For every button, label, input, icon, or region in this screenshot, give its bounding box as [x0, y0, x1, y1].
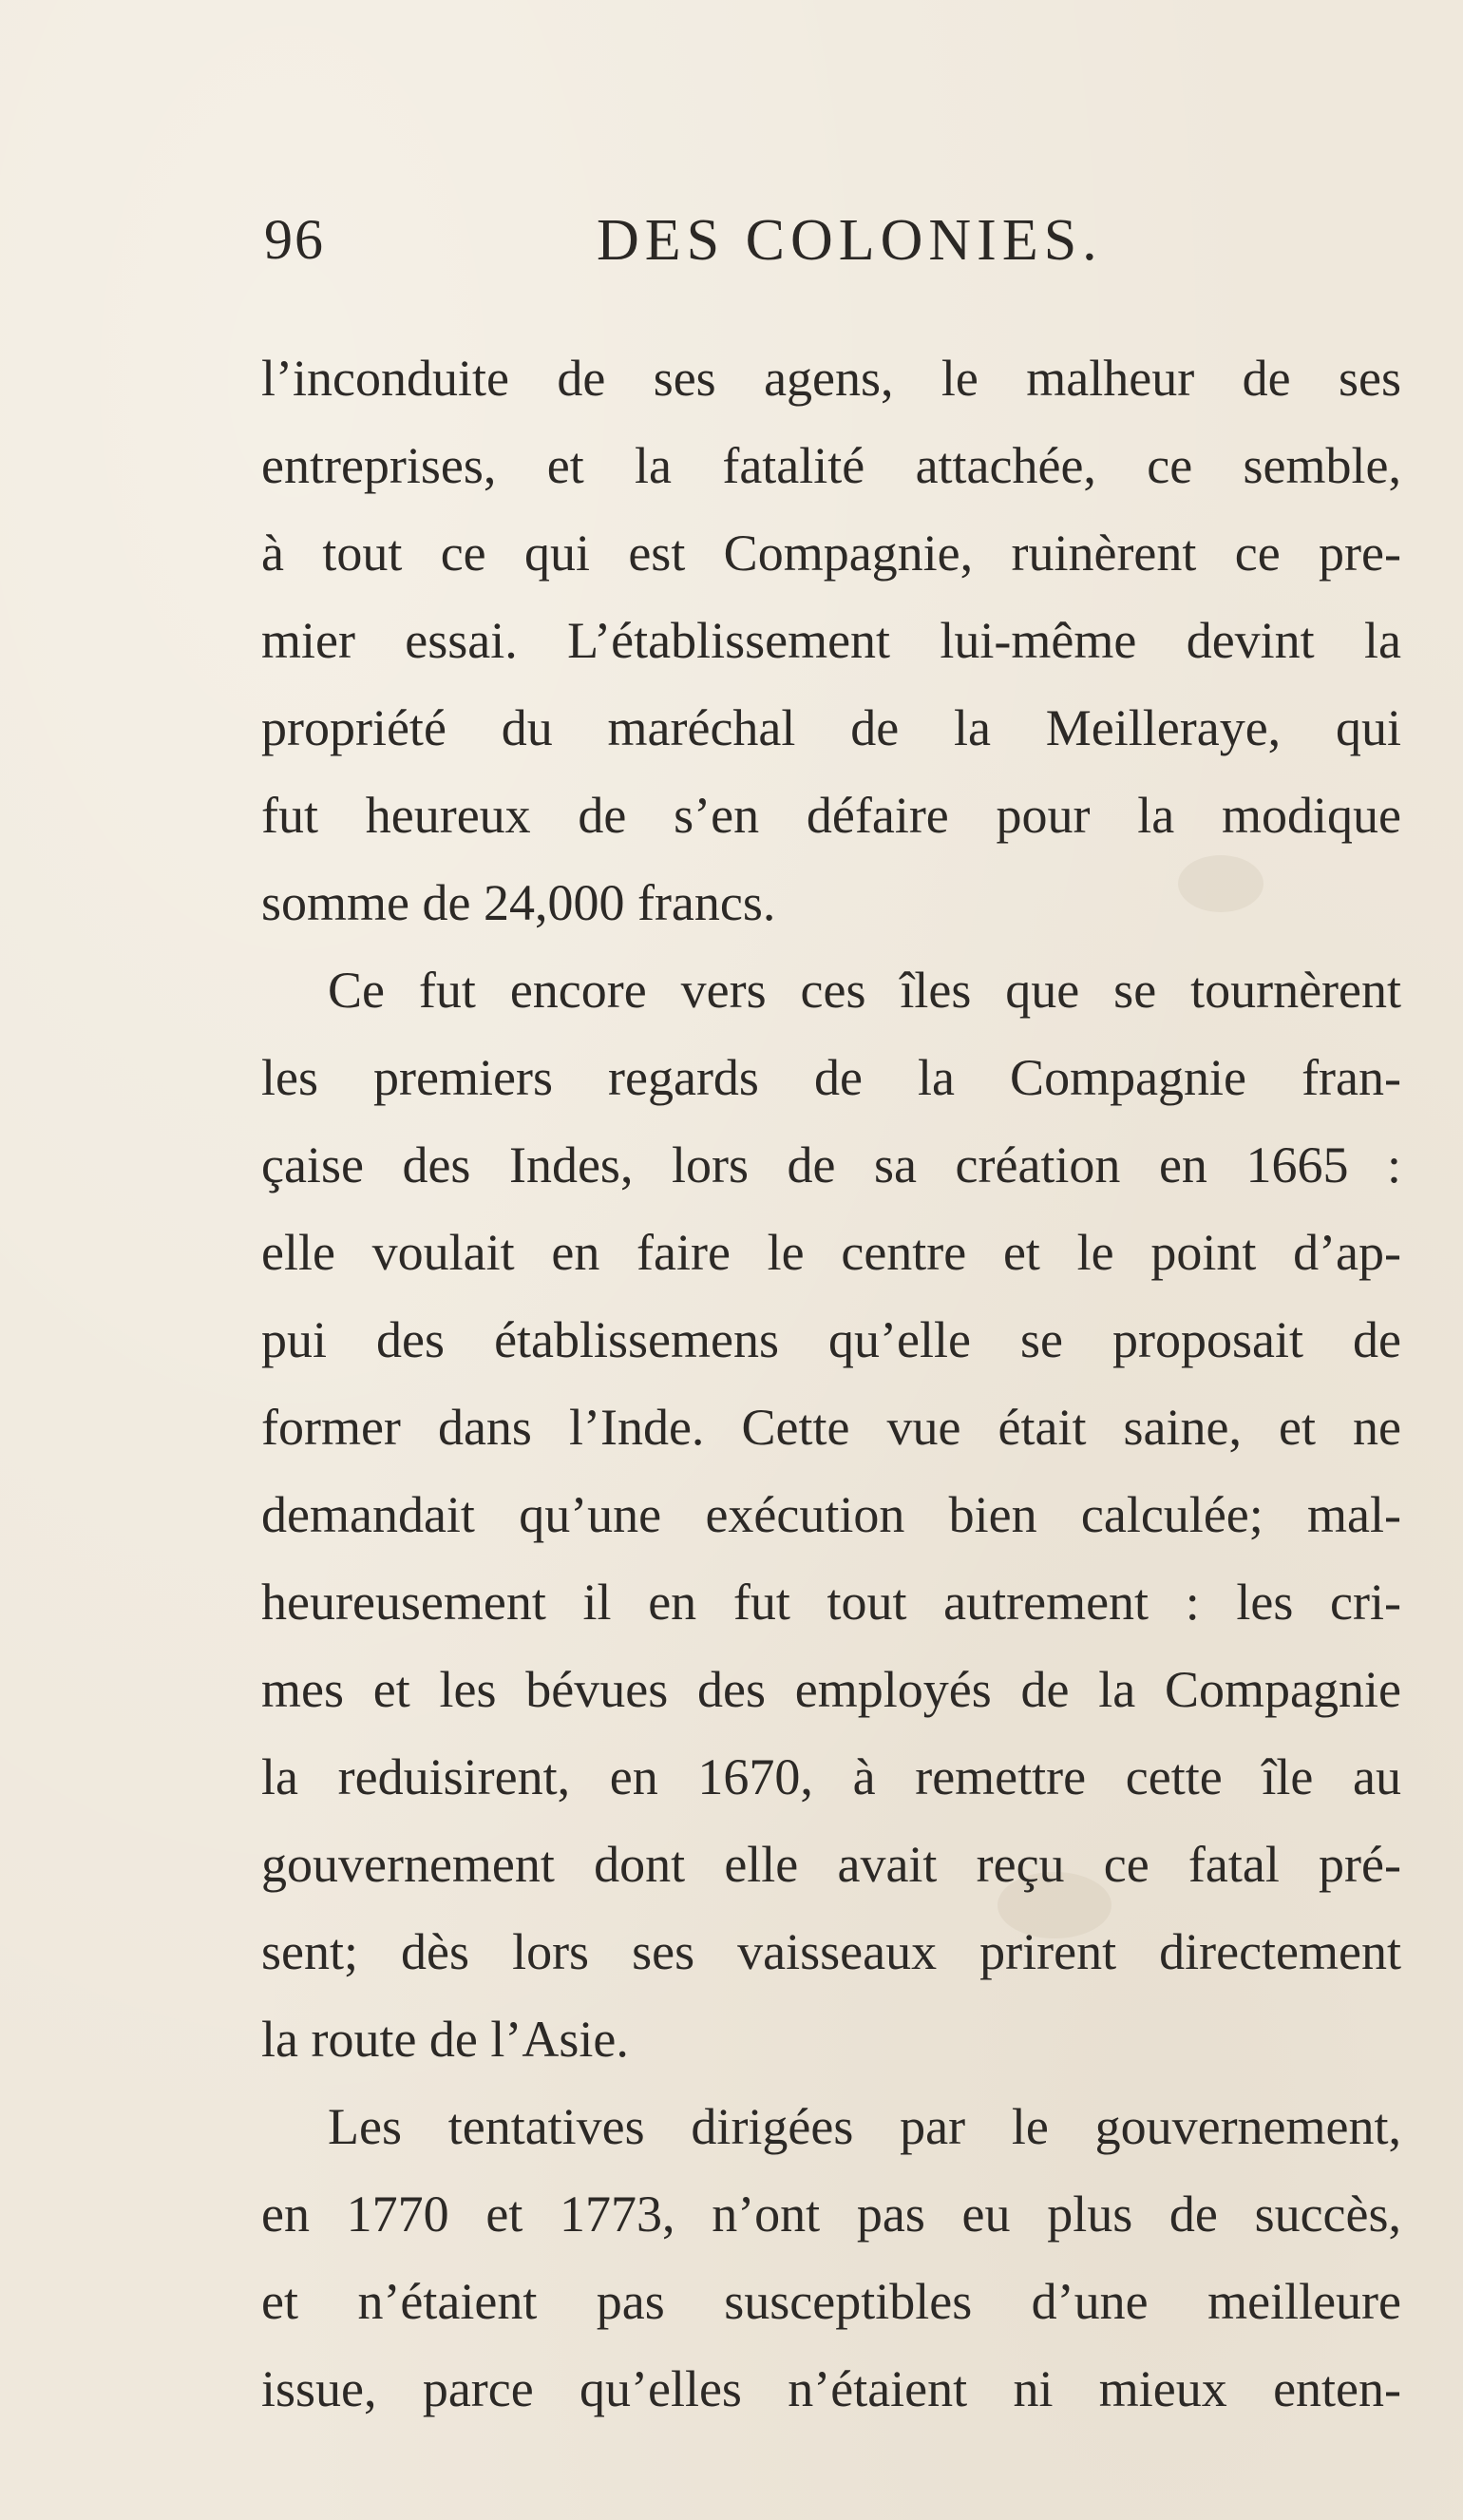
text-line: demandait qu’une exécution bien calculée; mal-	[261, 1486, 1401, 1543]
text-line: les premiers regards de la Compagnie fran-	[261, 1049, 1401, 1106]
text-line: mier essai. L’établissement lui-même devint la	[261, 612, 1401, 669]
text-line: l’inconduite de ses agens, le malheur de ses	[261, 350, 1401, 407]
text-line: propriété du maréchal de la Meilleraye, qui	[261, 699, 1401, 756]
text-line: heureusement il en fut tout autrement : les cri-	[261, 1574, 1401, 1631]
text-line: à tout ce qui est Compagnie, ruinèrent ce pre-	[261, 525, 1401, 582]
text-line: en 1770 et 1773, n’ont pas eu plus de succès,	[261, 2186, 1401, 2243]
text-line: çaise des Indes, lors de sa création en 1665 :	[261, 1136, 1401, 1193]
text-line: gouvernement dont elle avait reçu ce fatal pré-	[261, 1836, 1401, 1893]
text-line: fut heureux de s’en défaire pour la modique	[261, 787, 1401, 844]
page-header	[264, 207, 1404, 274]
text-line: somme de 24,000 francs.	[261, 874, 776, 931]
text-line: mes et les bévues des employés de la Compagnie	[261, 1661, 1401, 1718]
paragraph-start-line: Ce fut encore vers ces îles que se tournèrent	[328, 962, 1401, 1019]
text-line: elle voulait en faire le centre et le point d’ap-	[261, 1224, 1401, 1281]
text-line: sent; dès lors ses vaisseaux prirent directement	[261, 1923, 1401, 1980]
text-line: pui des établissemens qu’elle se proposait de	[261, 1311, 1401, 1368]
running-head: DES COLONIES.	[597, 208, 1103, 273]
paragraph-start-line: Les tentatives dirigées par le gouvernement,	[328, 2098, 1401, 2155]
text-line: former dans l’Inde. Cette vue était saine, et ne	[261, 1399, 1401, 1456]
text-line: issue, parce qu’elles n’étaient ni mieux enten-	[261, 2360, 1401, 2417]
text-line: et n’étaient pas susceptibles d’une meilleure	[261, 2273, 1401, 2330]
page-number: 96	[264, 208, 325, 271]
text-line: entreprises, et la fatalité attachée, ce semble,	[261, 437, 1401, 494]
text-line: la reduisirent, en 1670, à remettre cette île au	[261, 1748, 1401, 1805]
body-text	[261, 334, 1401, 2433]
text-line: la route de l’Asie.	[261, 2011, 629, 2068]
